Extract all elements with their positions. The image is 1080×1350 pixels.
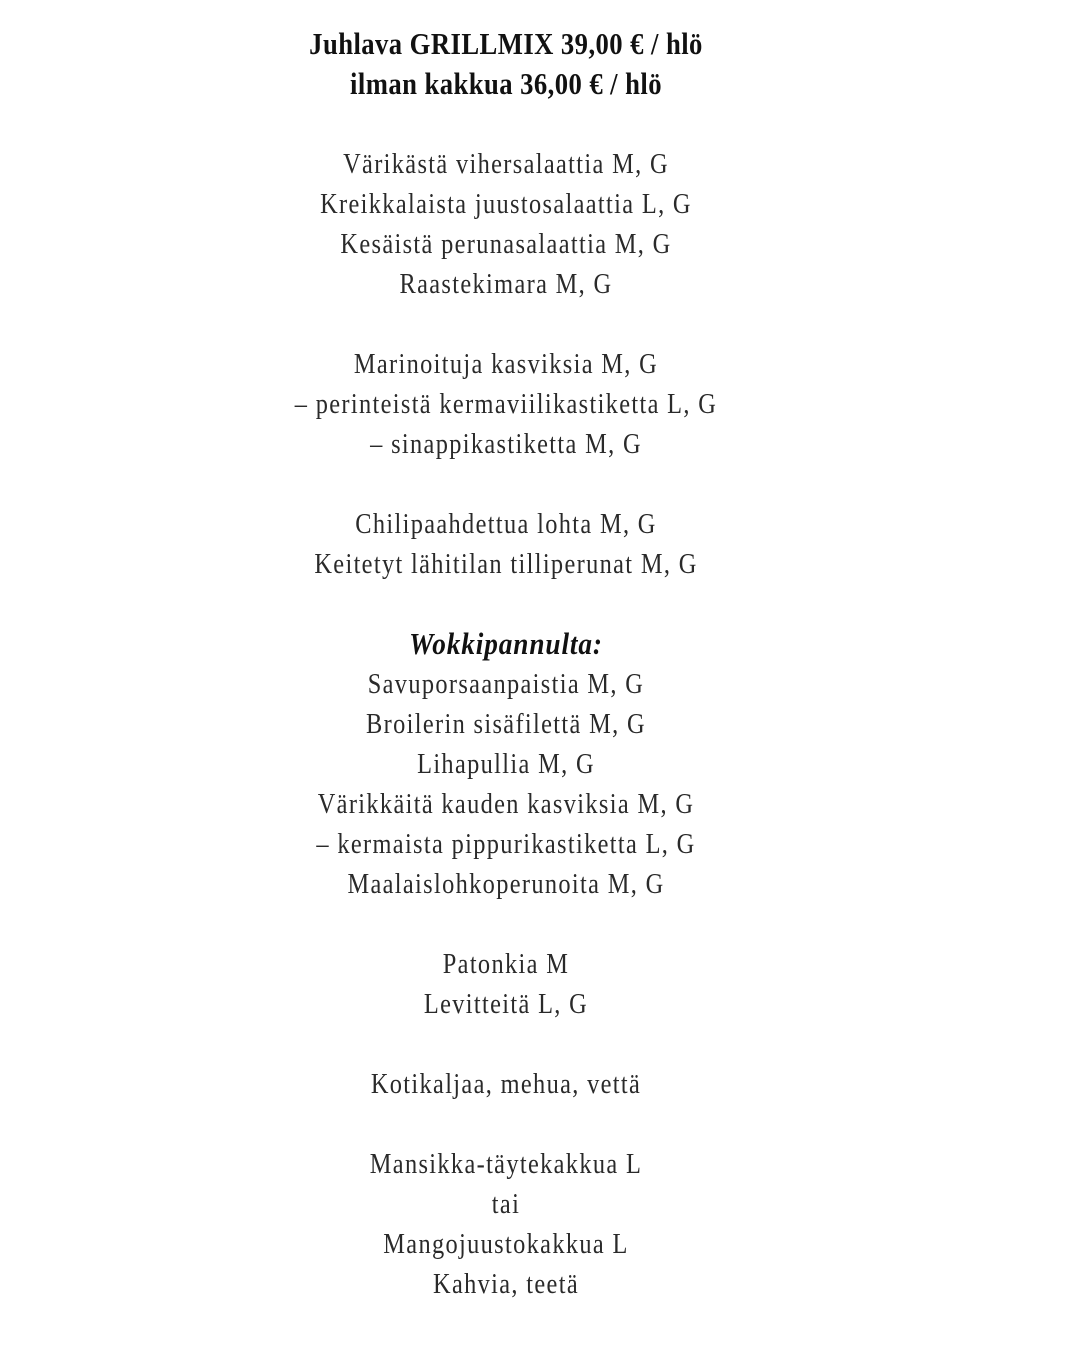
- menu-item: Lihapullia M, G: [417, 748, 595, 780]
- menu-item: Raastekimara M, G: [399, 268, 613, 300]
- menu-item: Savuporsaanpaistia M, G: [367, 668, 645, 700]
- menu-item: Kotikaljaa, mehua, vettä: [370, 1068, 642, 1100]
- menu-item: Marinoituja kasviksia M, G: [353, 348, 659, 380]
- menu-item: Kesäistä perunasalaattia M, G: [340, 228, 672, 260]
- menu-price-without-cake: ilman kakkua 36,00 € / hlö: [350, 66, 662, 101]
- menu-item: Mansikka-täytekakkua L: [369, 1148, 643, 1180]
- dessert-section: [0, 1144, 1012, 1304]
- wok-section: [0, 624, 1012, 904]
- menu-item: – kermaista pippurikastiketta L, G: [316, 828, 696, 860]
- menu-item: Kreikkalaista juustosalaattia L, G: [320, 188, 692, 220]
- menu-item: Broilerin sisäfilettä M, G: [366, 708, 646, 740]
- menu-item: – perinteistä kermaviilikastiketta L, G: [294, 388, 718, 420]
- menu-item: Kahvia, teetä: [433, 1268, 579, 1300]
- grill-menu: [0, 24, 1012, 1304]
- menu-item: – sinappikastiketta M, G: [370, 428, 642, 460]
- menu-item: Keitetyt lähitilan tilliperunat M, G: [314, 548, 698, 580]
- menu-item: Värikkäitä kauden kasviksia M, G: [317, 788, 695, 820]
- menu-item: Värikästä vihersalaattia M, G: [343, 148, 669, 180]
- menu-title-price: Juhlava GRILLMIX 39,00 € / hlö: [309, 26, 703, 61]
- menu-item: Maalaislohkoperunoita M, G: [347, 868, 665, 900]
- salads-section: [0, 144, 1012, 304]
- bread-section: [0, 944, 1012, 1024]
- drinks-section: [0, 1064, 1012, 1104]
- wok-heading: Wokkipannulta:: [409, 626, 603, 661]
- menu-item: Patonkia M: [442, 948, 570, 980]
- menu-item: Mangojuustokakkua L: [383, 1228, 629, 1260]
- menu-item: Levitteitä L, G: [423, 988, 589, 1020]
- menu-item: Chilipaahdettua lohta M, G: [355, 508, 657, 540]
- menu-header: [0, 24, 1012, 104]
- vegetables-section: [0, 344, 1012, 464]
- fish-section: [0, 504, 1012, 584]
- menu-item-separator: tai: [491, 1188, 521, 1220]
